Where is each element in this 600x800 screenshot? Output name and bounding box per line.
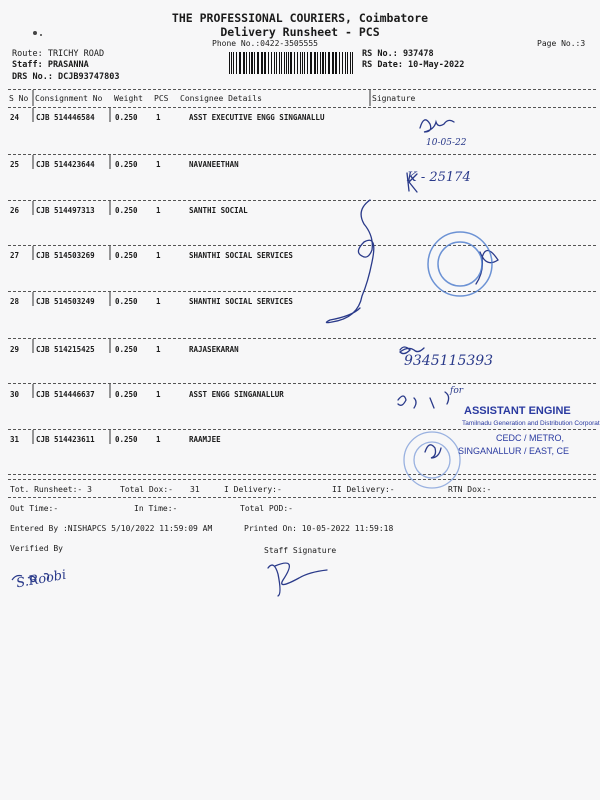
rs-number: RS No.: 937478 (362, 49, 434, 59)
handwritten-date-row-24: 10-05-22 (426, 138, 467, 148)
cell-sno: 24 (10, 113, 20, 122)
cell-consignee: SHANTHI SOCIAL SERVICES (189, 251, 293, 260)
ii-delivery: II Delivery:- (332, 485, 395, 494)
cell-pcs: 1 (156, 206, 161, 215)
total-dox-label: Total Dox:- (120, 485, 173, 494)
cell-pcs: 1 (156, 390, 161, 399)
cell-consignment: CJB 514423644 (36, 160, 95, 169)
col-weight: Weight (114, 94, 143, 103)
cell-weight: 0.250 (115, 297, 138, 306)
cell-consignment: CJB 514503269 (36, 251, 95, 260)
signature-row-24 (420, 120, 454, 132)
printed-on: Printed On: 10-05-2022 11:59:18 (244, 524, 394, 533)
stamp-location: SINGANALLUR / EAST, CE (458, 446, 570, 456)
staff-signature-label: Staff Signature (264, 546, 337, 555)
out-time: Out Time:- (10, 504, 59, 513)
cell-sno: 30 (10, 390, 20, 399)
cell-consignee: SANTHI SOCIAL (189, 206, 248, 215)
rtn-dox: RTN Dox:- (448, 485, 492, 494)
cell-consignment: CJB 514215425 (36, 345, 95, 354)
cell-weight: 0.250 (115, 251, 138, 260)
total-pod: Total POD:- (240, 504, 293, 513)
col-consignment: Consignment No (35, 94, 103, 103)
cell-pcs: 1 (156, 297, 161, 306)
cell-sno: 28 (10, 297, 20, 306)
cell-sno: 26 (10, 206, 20, 215)
cell-pcs: 1 (156, 251, 161, 260)
cell-consignee: ASST EXECUTIVE ENGG SINGANALLU (189, 113, 325, 122)
in-time: In Time:- (134, 504, 178, 513)
verifier-signature: S.Roobi (15, 567, 68, 592)
cell-weight: 0.250 (115, 390, 138, 399)
cell-consignee: ASST ENGG SINGANALLUR (189, 390, 284, 399)
cell-weight: 0.250 (115, 160, 138, 169)
handwritten-id-row-25: K - 25174 (407, 170, 471, 185)
cell-consignment: CJB 514503249 (36, 297, 95, 306)
cell-consignee: NAVANEETHAN (189, 160, 239, 169)
office-seal-stamp (428, 232, 492, 296)
cell-consignee: RAAMJEE (189, 435, 221, 444)
cell-pcs: 1 (156, 435, 161, 444)
signature-rows-26-28 (326, 200, 373, 323)
cell-weight: 0.250 (115, 206, 138, 215)
stamp-office: CEDC / METRO, (496, 433, 565, 443)
staff-label: Staff: PRASANNA (12, 60, 89, 70)
cell-consignment: CJB 514446637 (36, 390, 95, 399)
cell-pcs: 1 (156, 345, 161, 354)
cell-consignee: SHANTHI SOCIAL SERVICES (189, 297, 293, 306)
cell-sno: 27 (10, 251, 20, 260)
page-number: Page No.:3 (537, 39, 586, 48)
company-name: THE PROFESSIONAL COURIERS, Coimbatore (171, 11, 429, 25)
handwritten-phone-row-29: 9345115393 (404, 353, 494, 369)
cell-sno: 31 (10, 435, 20, 444)
cell-sno: 25 (10, 160, 20, 169)
office-seal-stamp-2 (404, 432, 460, 488)
cell-pcs: 1 (156, 160, 161, 169)
staff-signature-mark (268, 563, 327, 596)
cell-pcs: 1 (156, 113, 161, 122)
cell-sno: 29 (10, 345, 20, 354)
i-delivery: I Delivery:- (224, 485, 282, 494)
verified-by-label: Verified By (10, 544, 63, 553)
cell-consignment: CJB 514497313 (36, 206, 95, 215)
col-consignee: Consignee Details (180, 94, 262, 103)
route-label: Route: TRICHY ROAD (12, 49, 105, 59)
document-title: Delivery Runsheet - PCS (220, 25, 380, 39)
cell-consignee: RAJASEKARAN (189, 345, 239, 354)
handwritten-for-row-30: for (450, 386, 464, 396)
phone-number: Phone No.:0422-3505555 (212, 39, 318, 48)
cell-weight: 0.250 (115, 435, 138, 444)
cell-weight: 0.250 (115, 345, 138, 354)
total-runsheet: Tot. Runsheet:- 3 (10, 485, 92, 494)
stamp-designation: ASSISTANT ENGINE (464, 405, 571, 417)
stamp-organization: Tamilnadu Generation and Distribution Corporat (462, 420, 600, 427)
cell-weight: 0.250 (115, 113, 138, 122)
rs-date: RS Date: 10-May-2022 (362, 60, 465, 70)
entered-by: Entered By :NISHAPCS 5/10/2022 11:59:09 AM (10, 524, 213, 533)
cell-consignment: CJB 514446584 (36, 113, 95, 122)
col-signature: Signature (372, 94, 416, 103)
total-dox-value: 31 (190, 485, 200, 494)
col-sno: S No (9, 94, 29, 103)
drs-number: DRS No.: DCJB93747803 (12, 72, 120, 82)
cell-consignment: CJB 514423611 (36, 435, 95, 444)
signature-row-30 (398, 392, 449, 408)
col-pcs: PCS (154, 94, 169, 103)
